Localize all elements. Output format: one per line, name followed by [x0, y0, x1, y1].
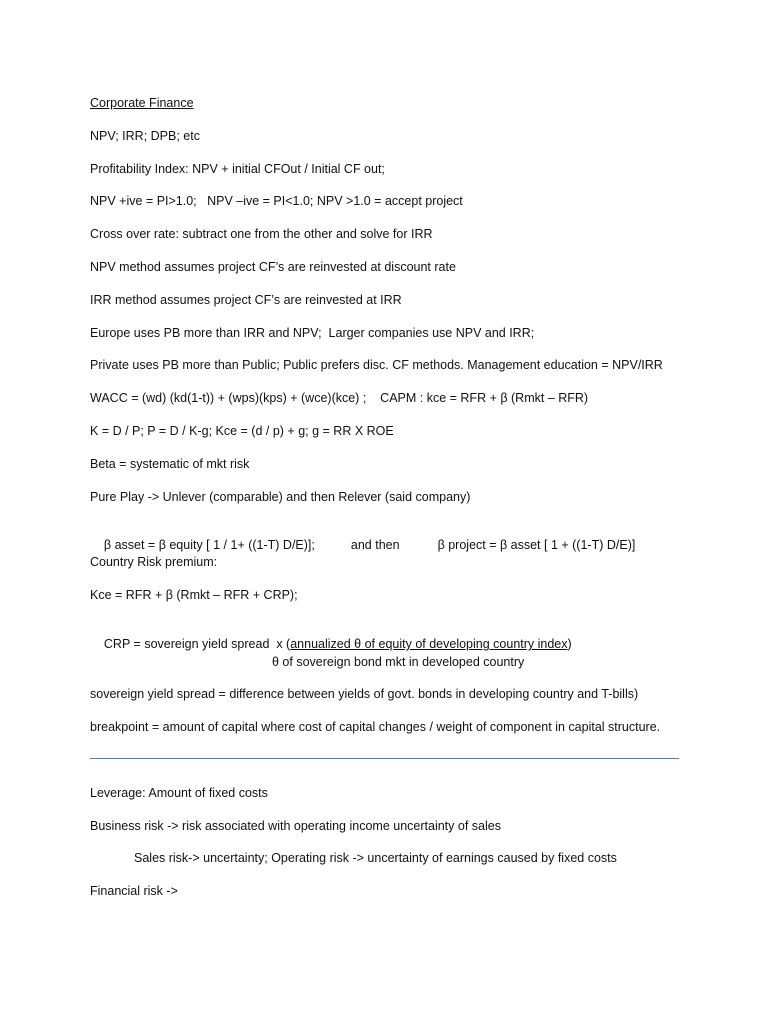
crp-formula-end: ): [567, 637, 572, 651]
text-line: NPV method assumes project CF’s are reinvested at discount rate: [90, 260, 456, 274]
text-line: Business risk -> risk associated with operating income uncertainty of sales: [90, 819, 501, 833]
text-line: Private uses PB more than Public; Public prefers disc. CF methods. Management education = NPV/IRR: [90, 358, 663, 372]
crp-formula-start: CRP = sovereign yield spread x (: [103, 637, 291, 651]
text-line: Leverage: Amount of fixed costs: [90, 786, 268, 800]
formula-connector: and then: [350, 538, 400, 552]
text-line: Pure Play -> Unlever (comparable) and then Relever (said company): [90, 490, 471, 504]
text-line: Beta = systematic of mkt risk: [90, 457, 250, 471]
text-line: NPV +ive = PI>1.0; NPV –ive = PI<1.0; NPV >1.0 = accept project: [90, 194, 463, 208]
document-title: Corporate Finance: [90, 96, 194, 110]
text-line: Kce = RFR + β (Rmkt – RFR + CRP);: [90, 588, 298, 602]
text-line: K = D / P; P = D / K-g; Kce = (d / p) + g; g = RR X ROE: [90, 424, 394, 438]
section-divider: [90, 758, 679, 759]
text-line: breakpoint = amount of capital where cost of capital changes / weight of component in capital structure.: [90, 720, 661, 734]
text-line: Profitability Index: NPV + initial CFOut / Initial CF out;: [90, 162, 385, 176]
text-line: Country Risk premium:: [90, 555, 218, 569]
formula-beta-project: β project = β asset [ 1 + ((1-T) D/E)]: [437, 538, 636, 552]
crp-formula-denominator: θ of sovereign bond mkt in developed country: [272, 655, 525, 669]
text-line: Sales risk-> uncertainty; Operating risk -> uncertainty of earnings caused by fixed costs: [134, 851, 617, 865]
formula-beta-asset: β asset = β equity [ 1 / 1+ ((1-T) D/E)];: [103, 538, 315, 552]
crp-formula-numerator: annualized θ of equity of developing country index: [290, 637, 568, 651]
text-line: WACC = (wd) (kd(1-t)) + (wps)(kps) + (wce)(kce) ; CAPM : kce = RFR + β (Rmkt – RFR): [90, 391, 589, 405]
text-line: IRR method assumes project CF’s are reinvested at IRR: [90, 293, 402, 307]
text-line: Financial risk ->: [90, 884, 178, 898]
text-line: NPV; IRR; DPB; etc: [90, 129, 200, 143]
text-line: sovereign yield spread = difference between yields of govt. bonds in developing country and T-bills): [90, 687, 639, 701]
text-line: Europe uses PB more than IRR and NPV; Larger companies use NPV and IRR;: [90, 326, 535, 340]
text-line: Cross over rate: subtract one from the other and solve for IRR: [90, 227, 433, 241]
